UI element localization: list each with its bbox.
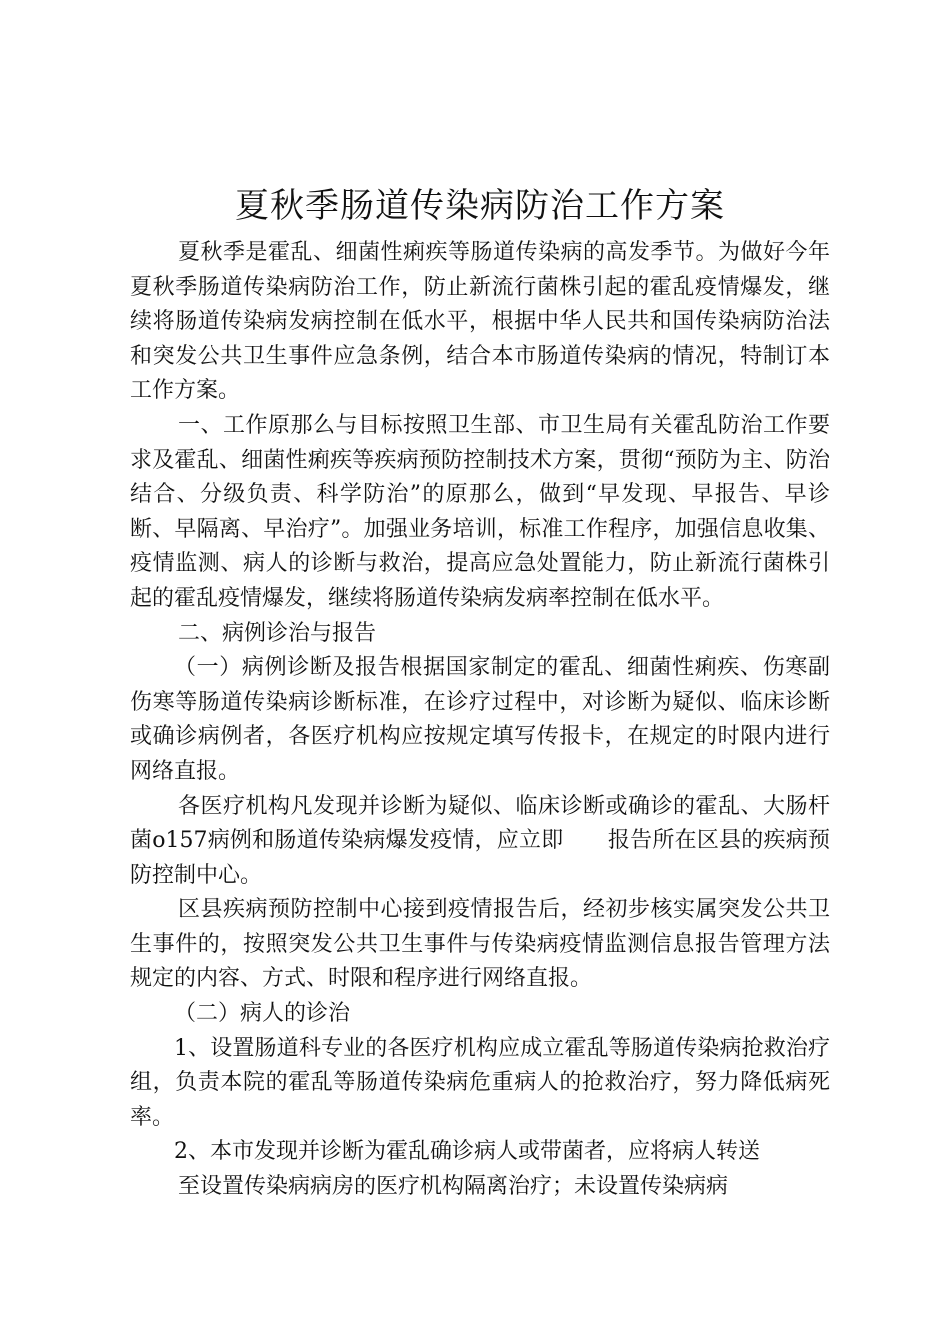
paragraph-report-cdc: 区县疾病预防控制中心接到疫情报告后，经初步核实属突发公共卫生事件的，按照突发公共卫生事件与传染病疫情监测信息报告管理方法规定的内容、方式、时限和程序进行网络直报。 (130, 897, 830, 992)
paragraph-section-1: 一、工作原那么与目标按照卫生部、市卫生局有关霍乱防治工作要求及霍乱、细菌性痢疾等疾病预防控制技术方案，贯彻“预防为主、防治结合、分级负责、科学防治”的原那么，做到“早发现、早报告、早诊断、早隔离、早治疗”。加强业务培训，标准工作程序，加强信息收集、疫情监测、病人的诊断与救治，提高应急处置能力，防止新流行菌株引起的霍乱疫情爆发，继续将肠道传染病发病率控制在低水平。 (130, 412, 830, 611)
heading-section-2: 二、病例诊治与报告 (178, 620, 377, 646)
paragraph-continuation: 至设置传染病病房的医疗机构隔离治疗；未设置传染病病 (178, 1174, 729, 1200)
heading-section-2-2: （二）病人的诊治 (174, 1001, 351, 1027)
paragraph-report-hospitals: 各医疗机构凡发现并诊断为疑似、临床诊断或确诊的霍乱、大肠杆菌o157病例和肠道传染病爆发疫情，应立即 报告所在区县的疾病预防控制中心。 (130, 793, 830, 888)
paragraph-item-2: 2、本市发现并诊断为霍乱确诊病人或带菌者，应将病人转送 (174, 1139, 760, 1165)
paragraph-section-2-1: （一）病例诊断及报告根据国家制定的霍乱、细菌性痢疾、伤寒副伤寒等肠道传染病诊断标准，在诊疗过程中，对诊断为疑似、临床诊断或确诊病例者，各医疗机构应按规定填写传报卡，在规定的时限内进行网络直报。 (130, 655, 830, 784)
document-title: 夏秋季肠道传染病防治工作方案 (235, 186, 725, 226)
paragraph-item-1: 1、设置肠道科专业的各医疗机构应成立霍乱等肠道传染病抢救治疗组，负责本院的霍乱等肠道传染病危重病人的抢救治疗，努力降低病死率。 (130, 1035, 830, 1130)
document-body (130, 236, 830, 1205)
document-page (130, 180, 830, 1205)
paragraph-intro: 夏秋季是霍乱、细菌性痢疾等肠道传染病的高发季节。为做好今年夏秋季肠道传染病防治工作，防止新流行菌株引起的霍乱疫情爆发，继续将肠道传染病发病控制在低水平，根据中华人民共和国传染病防治法和突发公共卫生事件应急条例，结合本市肠道传染病的情况，特制订本工作方案。 (130, 240, 830, 404)
